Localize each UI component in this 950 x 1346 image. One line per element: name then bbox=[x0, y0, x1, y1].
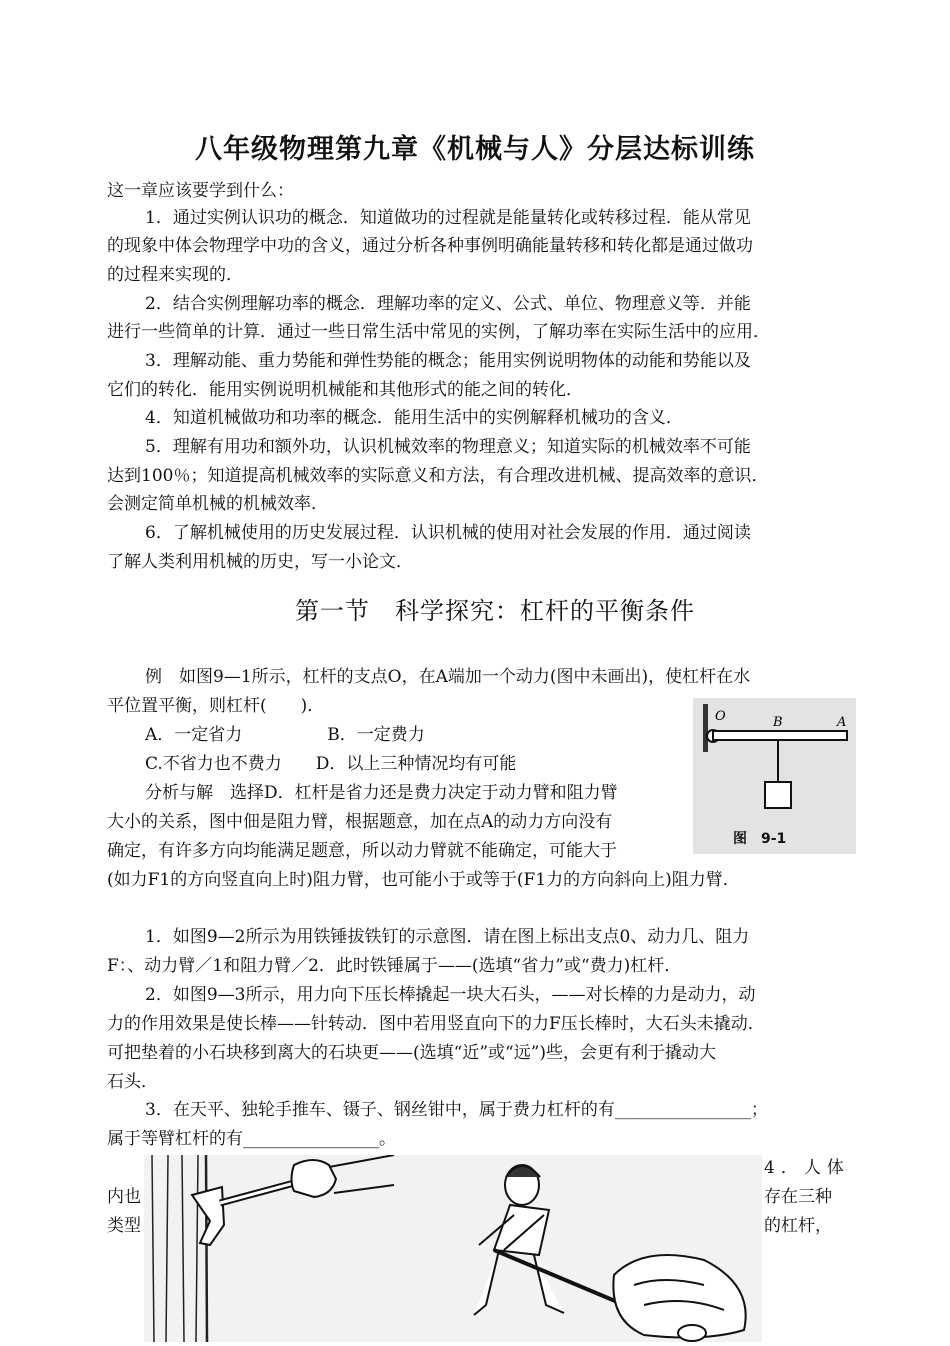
intro-heading: 这一章应该要学到什么： bbox=[107, 181, 294, 201]
question-line: 石头． bbox=[107, 1072, 158, 1092]
intro-line: 了解人类利用机械的历史，写一小论文． bbox=[107, 552, 413, 572]
wooden-post bbox=[152, 1155, 207, 1342]
label-a: A bbox=[837, 715, 847, 730]
analysis-line: 大小的关系，图中佃是阻力臂，根据题意，加在点A的动力方向没有 bbox=[107, 812, 613, 832]
q4-fragment: 内也 bbox=[107, 1187, 141, 1207]
label-b: B bbox=[773, 715, 783, 730]
lever-illustrations bbox=[144, 1155, 762, 1342]
wall-support bbox=[703, 704, 708, 752]
intro-line: 的过程来实现的． bbox=[107, 265, 243, 285]
arm bbox=[329, 1155, 394, 1193]
figure-9-1 bbox=[693, 698, 856, 854]
analysis-line: 确定，有许多方向均能满足题意，所以动力臂就不能确定，可能大于 bbox=[107, 841, 617, 861]
figure-hammer-and-crowbar bbox=[144, 1155, 762, 1342]
intro-line: 它们的转化．能用实例说明机械能和其他形式的能之间的转化． bbox=[107, 380, 583, 400]
q4-fragment: 存在三种 bbox=[764, 1187, 832, 1207]
intro-line: 会测定简单机械的机械效率． bbox=[107, 494, 328, 514]
hand bbox=[292, 1160, 337, 1197]
section-title: 第一节 科学探究：杠杆的平衡条件 bbox=[295, 597, 695, 625]
hanging-weight bbox=[765, 782, 791, 808]
intro-line: 进行一些简单的计算．通过一些日常生活中常见的实例，了解功率在实际生活中的应用． bbox=[107, 322, 770, 342]
intro-line: 3．理解动能、重力势能和弹性势能的概念；能用实例说明物体的动能和势能以及 bbox=[145, 351, 751, 371]
question-line: 3．在天平、独轮手推车、镊子、钢丝钳中，属于费力杠杆的有________________； bbox=[145, 1100, 768, 1120]
example-line: 平位置平衡，则杠杆( )． bbox=[107, 696, 325, 716]
analysis-line: 分析与解 选择D．杠杆是省力还是费力决定于动力臂和阻力臂 bbox=[145, 783, 618, 803]
option-line: A．一定省力 B．一定费力 bbox=[145, 725, 425, 745]
worker-figure bbox=[474, 1165, 564, 1315]
label-o: O bbox=[715, 709, 726, 724]
q4-fragment: 类型 bbox=[107, 1216, 141, 1236]
question-line: F：、动力臂／1和阻力臂／2．此时铁锤属于——(选填“省力”或“费力)杠杆． bbox=[107, 956, 682, 976]
intro-line: 达到100％；知道提高机械效率的实际意义和方法，有合理改进机械、提高效率的意识． bbox=[107, 466, 769, 486]
figure-caption: 图 9-1 bbox=[733, 831, 787, 847]
analysis-line: (如力F1的方向竖直向上时)阻力臂，也可能小于或等于(F1力的方向斜向上)阻力臂． bbox=[107, 870, 740, 890]
example-line: 例 如图9—1所示，杠杆的支点O，在A端加一个动力(图中未画出)，使杠杆在水 bbox=[145, 667, 751, 687]
question-line: 属于等臂杠杆的有________________。 bbox=[107, 1129, 396, 1149]
question-line: 可把垫着的小石块移到离大的石块更——(选填“近”或“远”)些，会更有利于撬动大 bbox=[107, 1043, 717, 1063]
intro-line: 5．理解有用功和额外功，认识机械效率的物理意义；知道实际的机械效率不可能 bbox=[145, 437, 751, 457]
question-line: 力的作用效果是使长棒——针转动．图中若用竖直向下的力F压长棒时，大石头未撬动． bbox=[107, 1014, 765, 1034]
document-title: 八年级物理第九章《机械与人》分层达标训练 bbox=[195, 134, 755, 165]
intro-line: 2．结合实例理解功率的概念．理解功率的定义、公式、单位、物理意义等．并能 bbox=[145, 294, 751, 314]
rocks bbox=[613, 1255, 745, 1341]
option-line: C.不省力也不费力 D．以上三种情况均有可能 bbox=[145, 754, 517, 774]
question-line: 2．如图9—3所示，用力向下压长棒撬起一块大石头，——对长棒的力是动力，动 bbox=[145, 985, 756, 1005]
question-line: 1．如图9—2所示为用铁锤拔铁钉的示意图．请在图上标出支点0、动力几、阻力 bbox=[145, 927, 750, 947]
intro-line: 4．知道机械做功和功率的概念．能用生活中的实例解释机械功的含义． bbox=[145, 408, 683, 428]
q4-fragment: 的杠杆， bbox=[764, 1216, 832, 1236]
hammer bbox=[192, 1179, 309, 1245]
intro-line: 6．了解机械使用的历史发展过程．认识机械的使用对社会发展的作用．通过阅读 bbox=[145, 523, 751, 543]
q4-fragment: 4．人体 bbox=[764, 1158, 850, 1178]
intro-line: 1．通过实例认识功的概念．知道做功的过程就是能量转化或转移过程．能从常见 bbox=[145, 208, 751, 228]
intro-line: 的现象中体会物理学中功的含义，通过分析各种事例明确能量转移和转化都是通过做功 bbox=[107, 236, 753, 256]
lever-bar bbox=[713, 731, 847, 740]
